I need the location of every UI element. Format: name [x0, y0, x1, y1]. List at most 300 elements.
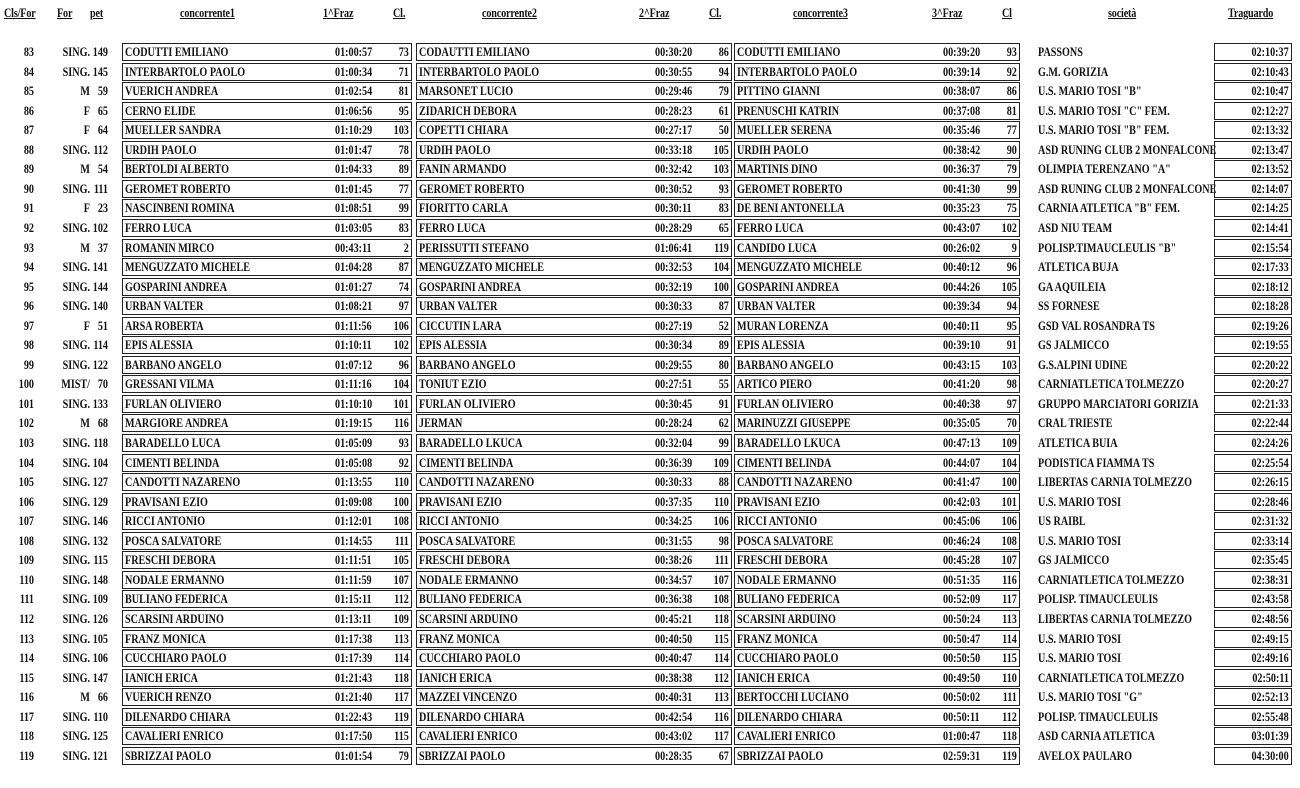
runner1-cell: [122, 160, 412, 178]
split-rank: 106: [1001, 513, 1017, 529]
runner1-cell: [122, 375, 412, 393]
finish-time-cell: [1214, 512, 1292, 530]
runner-name: VUERICH ANDREA: [125, 83, 219, 99]
runner2-cell: [416, 219, 732, 237]
runner-name: CAVALIERI ENRICO: [419, 728, 518, 744]
bib-cell: 144: [92, 278, 108, 294]
position-cell: 112: [19, 610, 34, 626]
split-time: 00:43:15: [943, 356, 981, 372]
team-cell: POLISP. TIMAUCLEULIS: [1038, 591, 1159, 607]
category-cell: SING.: [62, 532, 90, 548]
table-row: [0, 511, 1300, 530]
split-rank: 103: [393, 122, 409, 138]
finish-time-cell: [1214, 747, 1292, 765]
split-rank: 89: [718, 337, 729, 353]
split-rank: 110: [1002, 669, 1017, 685]
table-row: [0, 550, 1300, 569]
runner2-cell: [416, 708, 732, 726]
runner-name: FANIN ARMANDO: [419, 161, 507, 177]
split-time: 01:15:11: [335, 591, 372, 607]
split-time: 01:04:28: [335, 259, 373, 275]
bib-cell: 110: [93, 708, 108, 724]
runner-name: BERTOLDI ALBERTO: [125, 161, 230, 177]
category-cell: SING.: [62, 493, 90, 509]
position-cell: 93: [23, 239, 34, 255]
split-time: 01:13:11: [335, 610, 372, 626]
category-cell: SING.: [62, 591, 90, 607]
split-time: 00:36:37: [943, 161, 981, 177]
split-rank: 73: [398, 44, 409, 59]
runner1-cell: [122, 688, 412, 706]
runner3-cell: [734, 649, 1020, 667]
bib-cell: 37: [97, 239, 108, 255]
runner-name: SBRIZZAI PAOLO: [125, 747, 212, 763]
runner2-cell: [416, 571, 732, 589]
runner1-cell: [122, 669, 412, 687]
runner2-cell: [416, 141, 732, 159]
split-time: 01:02:54: [335, 83, 373, 99]
runner-name: MENGUZZATO MICHELE: [125, 259, 250, 275]
category-cell: SING.: [62, 454, 90, 470]
runner1-cell: [122, 551, 412, 569]
finish-time: 02:38:31: [1251, 571, 1289, 587]
runner-name: JERMAN: [419, 415, 463, 431]
split-rank: 117: [714, 728, 729, 744]
header-concorrente2: concorrente2: [482, 5, 537, 20]
finish-time-cell: [1214, 63, 1292, 81]
finish-time: 02:10:37: [1251, 44, 1289, 59]
runner-name: IANICH ERICA: [125, 669, 198, 685]
runner3-cell: [734, 180, 1020, 198]
runner2-cell: [416, 356, 732, 374]
table-row: [0, 101, 1300, 120]
runner3-cell: [734, 454, 1020, 472]
runner-name: BULIANO FEDERICA: [419, 591, 522, 607]
position-cell: 100: [18, 376, 34, 392]
split-time: 00:29:46: [655, 83, 693, 99]
split-time: 00:28:29: [655, 219, 693, 235]
runner3-cell: [734, 512, 1020, 530]
runner3-cell: [734, 747, 1020, 765]
runner-name: SBRIZZAI PAOLO: [419, 747, 506, 763]
split-rank: 94: [718, 63, 729, 79]
runner3-cell: [734, 199, 1020, 217]
runner3-cell: [734, 708, 1020, 726]
position-cell: 94: [23, 259, 34, 275]
position-cell: 114: [19, 650, 34, 666]
runner1-cell: [122, 512, 412, 530]
table-row: [0, 394, 1300, 413]
runner2-cell: [416, 747, 732, 765]
split-rank: 92: [1006, 63, 1017, 79]
runner-name: PRAVISANI EZIO: [125, 493, 208, 509]
finish-time-cell: [1214, 688, 1292, 706]
runner2-cell: [416, 43, 732, 61]
category-cell: SING.: [62, 708, 90, 724]
split-rank: 83: [718, 200, 729, 216]
category-cell: F: [83, 317, 90, 333]
category-cell: SING.: [62, 278, 90, 294]
bib-cell: 112: [93, 141, 108, 157]
runner1-cell: [122, 493, 412, 511]
position-cell: 85: [23, 83, 34, 99]
split-rank: 109: [1001, 435, 1017, 450]
runner1-cell: [122, 317, 412, 335]
split-rank: 101: [393, 395, 409, 411]
split-rank: 105: [713, 141, 729, 157]
runner1-cell: [122, 278, 412, 296]
bib-cell: 140: [92, 298, 108, 314]
split-time: 01:10:11: [335, 337, 372, 353]
runner-name: CUCCHIARO PAOLO: [737, 650, 839, 666]
runner-name: PRAVISANI EZIO: [419, 493, 502, 509]
runner-name: MUELLER SANDRA: [125, 122, 222, 138]
finish-time-cell: [1214, 532, 1292, 550]
runner-name: BARADELLO LUCA: [125, 435, 221, 450]
team-cell: GS JALMICCO: [1038, 552, 1110, 568]
bib-cell: 102: [92, 219, 108, 235]
runner-name: MARINUZZI GIUSEPPE: [737, 415, 851, 431]
split-rank: 9: [1011, 239, 1017, 255]
bib-cell: 147: [92, 669, 108, 685]
bib-cell: 146: [92, 513, 108, 529]
split-time: 00:39:10: [943, 337, 981, 353]
finish-time: 02:26:15: [1251, 474, 1289, 490]
runner1-cell: [122, 199, 412, 217]
bib-cell: 114: [93, 337, 108, 353]
split-time: 00:50:24: [943, 610, 981, 626]
split-rank: 93: [1006, 44, 1017, 59]
runner-name: CUCCHIARO PAOLO: [125, 650, 227, 666]
split-time: 01:21:40: [335, 689, 373, 705]
split-rank: 113: [1002, 610, 1017, 626]
runner3-cell: [734, 258, 1020, 276]
runner-name: BARBANO ANGELO: [125, 356, 222, 372]
runner-name: NODALE ERMANNO: [419, 571, 519, 587]
split-rank: 108: [393, 513, 409, 529]
team-cell: CARNIA ATLETICA "B" FEM.: [1038, 200, 1180, 216]
split-rank: 79: [398, 747, 409, 763]
bib-cell: 121: [92, 747, 108, 763]
runner3-cell: [734, 297, 1020, 315]
bib-cell: 141: [92, 259, 108, 275]
team-cell: POLISP.TIMAUCLEULIS "B": [1038, 239, 1177, 255]
split-time: 00:40:11: [943, 317, 980, 333]
team-cell: U.S. MARIO TOSI: [1038, 532, 1122, 548]
finish-time-cell: [1214, 258, 1292, 276]
table-row: [0, 179, 1300, 198]
header-fraz2: 2^Fraz: [639, 5, 670, 20]
runner-name: URDIH PAOLO: [125, 141, 197, 157]
position-cell: 96: [23, 298, 34, 314]
split-rank: 103: [1001, 356, 1017, 372]
position-cell: 109: [18, 552, 34, 568]
team-cell: G.M. GORIZIA: [1038, 63, 1109, 79]
split-rank: 88: [718, 474, 729, 490]
split-time: 01:19:15: [335, 415, 373, 431]
finish-time-cell: [1214, 43, 1292, 61]
split-time: 02:59:31: [943, 747, 981, 763]
runner-name: MURAN LORENZA: [737, 317, 829, 333]
finish-time: 02:19:26: [1251, 317, 1289, 333]
runner-name: INTERBARTOLO PAOLO: [419, 63, 540, 79]
split-rank: 61: [718, 102, 729, 118]
position-cell: 115: [19, 669, 34, 685]
split-time: 00:45:21: [655, 610, 693, 626]
runner-name: GOSPARINI ANDREA: [125, 278, 228, 294]
runner2-cell: [416, 434, 732, 452]
table-row: [0, 335, 1300, 354]
runner2-cell: [416, 239, 732, 257]
split-rank: 65: [718, 219, 729, 235]
table-row: [0, 726, 1300, 745]
category-cell: SING.: [62, 395, 90, 411]
runner3-cell: [734, 278, 1020, 296]
runner1-cell: [122, 43, 412, 61]
runner3-cell: [734, 375, 1020, 393]
runner-name: FRESCHI DEBORA: [125, 552, 217, 568]
split-rank: 97: [1006, 395, 1017, 411]
split-rank: 104: [1001, 454, 1017, 470]
runner3-cell: [734, 121, 1020, 139]
table-row: [0, 413, 1300, 432]
runner-name: POSCA SALVATORE: [419, 532, 516, 548]
runner2-cell: [416, 630, 732, 648]
split-rank: 110: [714, 493, 729, 509]
split-rank: 87: [718, 298, 729, 314]
split-time: 00:27:51: [655, 376, 693, 392]
split-rank: 91: [718, 395, 729, 411]
split-time: 01:11:51: [335, 552, 372, 568]
category-cell: SING.: [62, 650, 90, 666]
table-row: [0, 648, 1300, 667]
table-row: [0, 589, 1300, 608]
split-rank: 106: [393, 317, 409, 333]
runner-name: MENGUZZATO MICHELE: [419, 259, 544, 275]
runner-name: BULIANO FEDERICA: [737, 591, 840, 607]
finish-time-cell: [1214, 630, 1292, 648]
position-cell: 102: [18, 415, 34, 431]
split-time: 00:30:45: [655, 395, 693, 411]
split-time: 00:38:26: [655, 552, 693, 568]
bib-cell: 122: [92, 356, 108, 372]
runner-name: FRESCHI DEBORA: [419, 552, 511, 568]
table-row: [0, 492, 1300, 511]
runner1-cell: [122, 219, 412, 237]
team-cell: PODISTICA FIAMMA TS: [1038, 454, 1155, 470]
split-rank: 71: [398, 63, 409, 79]
split-time: 01:08:51: [335, 200, 373, 216]
runner-name: SCARSINI ARDUINO: [125, 610, 224, 626]
split-time: 01:01:47: [335, 141, 373, 157]
split-rank: 111: [394, 532, 409, 548]
bib-cell: 66: [97, 689, 108, 705]
team-cell: CRAL TRIESTE: [1038, 415, 1113, 431]
split-rank: 107: [1001, 552, 1017, 568]
runner2-cell: [416, 454, 732, 472]
split-time: 00:50:11: [943, 708, 980, 724]
split-time: 00:34:57: [655, 571, 693, 587]
runner-name: DILENARDO CHIARA: [125, 708, 231, 724]
split-time: 00:34:25: [655, 513, 693, 529]
split-time: 00:38:07: [943, 83, 981, 99]
finish-time: 02:49:15: [1251, 630, 1289, 646]
runner1-cell: [122, 532, 412, 550]
runner3-cell: [734, 141, 1020, 159]
finish-time: 02:21:33: [1251, 395, 1289, 411]
split-rank: 113: [714, 689, 729, 705]
team-cell: PASSONS: [1038, 44, 1083, 59]
split-time: 01:17:38: [335, 630, 373, 646]
position-cell: 98: [23, 337, 34, 353]
split-time: 00:47:13: [943, 435, 981, 450]
runner3-cell: [734, 630, 1020, 648]
table-row: [0, 629, 1300, 648]
split-rank: 112: [714, 669, 729, 685]
category-cell: M: [80, 415, 90, 431]
position-cell: 110: [19, 571, 34, 587]
runner1-cell: [122, 610, 412, 628]
team-cell: LIBERTAS CARNIA TOLMEZZO: [1038, 610, 1193, 626]
split-rank: 67: [718, 747, 729, 763]
finish-time-cell: [1214, 180, 1292, 198]
table-row: [0, 62, 1300, 81]
position-cell: 97: [23, 317, 34, 333]
category-cell: SING.: [62, 435, 90, 450]
runner-name: MENGUZZATO MICHELE: [737, 259, 862, 275]
split-time: 00:27:19: [655, 317, 693, 333]
finish-time-cell: [1214, 590, 1292, 608]
split-rank: 109: [713, 454, 729, 470]
runner2-cell: [416, 121, 732, 139]
split-time: 00:49:50: [943, 669, 981, 685]
position-cell: 83: [23, 44, 34, 59]
runner2-cell: [416, 375, 732, 393]
runner-name: IANICH ERICA: [737, 669, 810, 685]
split-rank: 86: [718, 44, 729, 59]
runner1-cell: [122, 239, 412, 257]
bib-cell: 70: [97, 376, 108, 392]
header-pet: pet: [90, 5, 104, 20]
finish-time: 02:55:48: [1251, 708, 1289, 724]
team-cell: AVELOX PAULARO: [1038, 747, 1133, 763]
position-cell: 116: [19, 689, 34, 705]
runner3-cell: [734, 551, 1020, 569]
runner-name: PITTINO GIANNI: [737, 83, 821, 99]
finish-time-cell: [1214, 610, 1292, 628]
runner2-cell: [416, 180, 732, 198]
split-rank: 81: [398, 83, 409, 99]
split-rank: 79: [718, 83, 729, 99]
team-cell: G.S.ALPINI UDINE: [1038, 356, 1128, 372]
split-rank: 109: [393, 610, 409, 626]
split-rank: 62: [718, 415, 729, 431]
split-rank: 101: [1001, 493, 1017, 509]
category-cell: MIST/: [61, 376, 90, 392]
runner2-cell: [416, 278, 732, 296]
runner2-cell: [416, 414, 732, 432]
finish-time-cell: [1214, 160, 1292, 178]
split-rank: 87: [398, 259, 409, 275]
runner2-cell: [416, 336, 732, 354]
split-rank: 74: [398, 278, 409, 294]
split-time: 01:00:47: [943, 728, 981, 744]
split-rank: 118: [1002, 728, 1017, 744]
split-time: 00:30:11: [655, 200, 692, 216]
runner1-cell: [122, 395, 412, 413]
split-time: 00:41:47: [943, 474, 981, 490]
split-rank: 96: [398, 356, 409, 372]
runner1-cell: [122, 297, 412, 315]
split-rank: 116: [394, 415, 409, 431]
split-rank: 114: [714, 650, 729, 666]
team-cell: ATLETICA BUJA: [1038, 259, 1119, 275]
runner3-cell: [734, 493, 1020, 511]
runner-name: CICCUTIN LARA: [419, 317, 502, 333]
table-row: [0, 374, 1300, 393]
team-cell: U.S. MARIO TOSI "C" FEM.: [1038, 102, 1170, 118]
runner1-cell: [122, 708, 412, 726]
bib-cell: 125: [92, 728, 108, 744]
runner-name: SBRIZZAI PAOLO: [737, 747, 824, 763]
category-cell: SING.: [62, 610, 90, 626]
runner1-cell: [122, 414, 412, 432]
runner-name: CAVALIERI ENRICO: [737, 728, 836, 744]
split-rank: 2: [403, 239, 409, 255]
runner1-cell: [122, 121, 412, 139]
category-cell: SING.: [62, 747, 90, 763]
runner2-cell: [416, 317, 732, 335]
position-cell: 92: [23, 219, 34, 235]
category-cell: M: [80, 161, 90, 177]
runner2-cell: [416, 590, 732, 608]
runner-name: SCARSINI ARDUINO: [737, 610, 836, 626]
category-cell: SING.: [62, 180, 90, 196]
runner-name: BARADELLO LKUCA: [737, 435, 841, 450]
finish-time-cell: [1214, 199, 1292, 217]
split-rank: 107: [713, 571, 729, 587]
table-row: [0, 531, 1300, 550]
runner1-cell: [122, 473, 412, 491]
bib-cell: 115: [93, 552, 108, 568]
runner2-cell: [416, 493, 732, 511]
runner3-cell: [734, 102, 1020, 120]
split-time: 00:28:35: [655, 747, 693, 763]
team-cell: U.S. MARIO TOSI: [1038, 630, 1122, 646]
split-rank: 70: [1006, 415, 1017, 431]
runner-name: MARGIORE ANDREA: [125, 415, 229, 431]
runner-name: PRAVISANI EZIO: [737, 493, 820, 509]
category-cell: SING.: [62, 356, 90, 372]
runner-name: MARSONET LUCIO: [419, 83, 514, 99]
runner2-cell: [416, 63, 732, 81]
runner-name: CUCCHIARO PAOLO: [419, 650, 521, 666]
category-cell: M: [80, 689, 90, 705]
header-cl3: Cl: [1002, 5, 1012, 20]
header-traguardo: Traguardo: [1228, 5, 1274, 20]
category-cell: SING.: [62, 259, 90, 275]
finish-time: 02:48:56: [1251, 610, 1289, 626]
bib-cell: 129: [92, 493, 108, 509]
finish-time: 02:24:26: [1251, 435, 1289, 450]
split-time: 00:32:04: [655, 435, 693, 450]
runner-name: RICCI ANTONIO: [737, 513, 818, 529]
split-time: 00:46:24: [943, 532, 981, 548]
split-time: 00:40:38: [943, 395, 981, 411]
split-time: 01:11:56: [335, 317, 372, 333]
category-cell: F: [83, 102, 90, 118]
runner-name: FURLAN OLIVIERO: [125, 395, 222, 411]
